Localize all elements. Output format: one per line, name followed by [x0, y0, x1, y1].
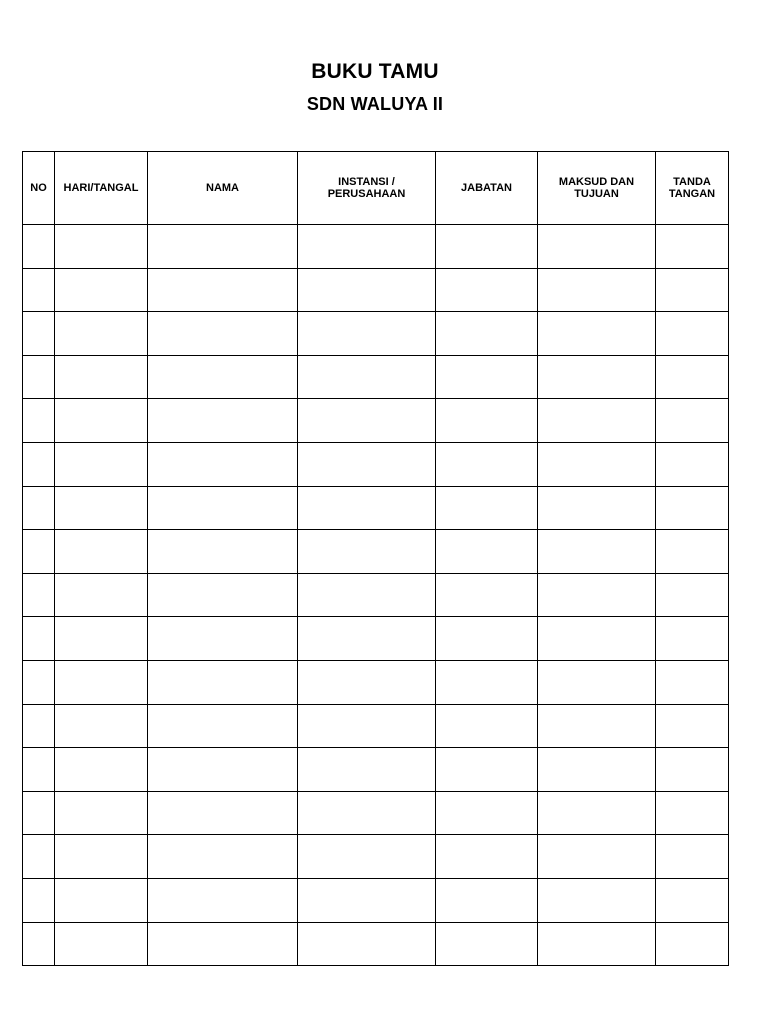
table-row [23, 268, 729, 312]
cell-jabatan [436, 530, 538, 574]
cell-jabatan [436, 617, 538, 661]
cell-nama [148, 355, 298, 399]
cell-nama [148, 399, 298, 443]
cell-no [23, 617, 55, 661]
cell-hari-tanggal [55, 748, 148, 792]
cell-no [23, 791, 55, 835]
cell-maksud-tujuan [538, 835, 656, 879]
cell-hari-tanggal [55, 617, 148, 661]
cell-maksud-tujuan [538, 225, 656, 269]
cell-jabatan [436, 835, 538, 879]
cell-nama [148, 442, 298, 486]
table-row [23, 748, 729, 792]
cell-jabatan [436, 268, 538, 312]
column-header-nama: NAMA [148, 152, 298, 225]
table-row [23, 660, 729, 704]
cell-instansi [298, 312, 436, 356]
table-row [23, 442, 729, 486]
cell-tanda-tangan [656, 878, 729, 922]
column-header-hari-tanggal: HARI/TANGAL [55, 152, 148, 225]
cell-nama [148, 835, 298, 879]
cell-jabatan [436, 748, 538, 792]
table-row [23, 573, 729, 617]
cell-tanda-tangan [656, 399, 729, 443]
cell-no [23, 835, 55, 879]
cell-hari-tanggal [55, 878, 148, 922]
cell-instansi [298, 878, 436, 922]
cell-maksud-tujuan [538, 878, 656, 922]
cell-hari-tanggal [55, 530, 148, 574]
cell-maksud-tujuan [538, 399, 656, 443]
cell-nama [148, 878, 298, 922]
cell-tanda-tangan [656, 704, 729, 748]
cell-instansi [298, 399, 436, 443]
cell-maksud-tujuan [538, 617, 656, 661]
cell-jabatan [436, 442, 538, 486]
cell-jabatan [436, 225, 538, 269]
cell-hari-tanggal [55, 835, 148, 879]
cell-jabatan [436, 704, 538, 748]
cell-no [23, 878, 55, 922]
cell-hari-tanggal [55, 660, 148, 704]
cell-maksud-tujuan [538, 486, 656, 530]
table-row [23, 355, 729, 399]
cell-tanda-tangan [656, 748, 729, 792]
cell-no [23, 704, 55, 748]
cell-maksud-tujuan [538, 922, 656, 966]
cell-maksud-tujuan [538, 268, 656, 312]
cell-jabatan [436, 312, 538, 356]
cell-jabatan [436, 878, 538, 922]
cell-tanda-tangan [656, 660, 729, 704]
cell-hari-tanggal [55, 268, 148, 312]
cell-tanda-tangan [656, 530, 729, 574]
cell-instansi [298, 704, 436, 748]
guest-book-table [22, 151, 729, 966]
cell-tanda-tangan [656, 922, 729, 966]
table-row [23, 835, 729, 879]
cell-hari-tanggal [55, 399, 148, 443]
cell-tanda-tangan [656, 486, 729, 530]
cell-no [23, 442, 55, 486]
cell-nama [148, 704, 298, 748]
cell-nama [148, 922, 298, 966]
table-row [23, 399, 729, 443]
cell-nama [148, 791, 298, 835]
cell-tanda-tangan [656, 573, 729, 617]
cell-maksud-tujuan [538, 660, 656, 704]
cell-no [23, 225, 55, 269]
table-body [23, 225, 729, 966]
cell-no [23, 573, 55, 617]
cell-tanda-tangan [656, 791, 729, 835]
cell-hari-tanggal [55, 791, 148, 835]
cell-instansi [298, 486, 436, 530]
table-row [23, 486, 729, 530]
cell-instansi [298, 225, 436, 269]
cell-jabatan [436, 573, 538, 617]
cell-maksud-tujuan [538, 312, 656, 356]
table-row [23, 312, 729, 356]
cell-jabatan [436, 486, 538, 530]
cell-no [23, 922, 55, 966]
cell-instansi [298, 922, 436, 966]
table-row [23, 878, 729, 922]
cell-tanda-tangan [656, 835, 729, 879]
cell-maksud-tujuan [538, 355, 656, 399]
cell-hari-tanggal [55, 312, 148, 356]
cell-no [23, 268, 55, 312]
cell-hari-tanggal [55, 922, 148, 966]
table-row [23, 225, 729, 269]
cell-tanda-tangan [656, 268, 729, 312]
cell-jabatan [436, 355, 538, 399]
cell-instansi [298, 573, 436, 617]
cell-jabatan [436, 660, 538, 704]
cell-no [23, 355, 55, 399]
cell-jabatan [436, 791, 538, 835]
cell-nama [148, 573, 298, 617]
cell-maksud-tujuan [538, 530, 656, 574]
page-subtitle: SDN WALUYA II [306, 94, 444, 114]
cell-tanda-tangan [656, 312, 729, 356]
cell-maksud-tujuan [538, 573, 656, 617]
cell-instansi [298, 748, 436, 792]
cell-nama [148, 268, 298, 312]
cell-hari-tanggal [55, 442, 148, 486]
cell-hari-tanggal [55, 225, 148, 269]
cell-tanda-tangan [656, 225, 729, 269]
cell-nama [148, 225, 298, 269]
table-row [23, 704, 729, 748]
cell-instansi [298, 530, 436, 574]
cell-instansi [298, 442, 436, 486]
cell-nama [148, 312, 298, 356]
cell-maksud-tujuan [538, 791, 656, 835]
cell-hari-tanggal [55, 486, 148, 530]
column-header-maksud-tujuan: MAKSUD DAN TUJUAN [538, 152, 656, 225]
column-header-no: NO [23, 152, 55, 225]
cell-hari-tanggal [55, 573, 148, 617]
cell-instansi [298, 268, 436, 312]
cell-tanda-tangan [656, 617, 729, 661]
table-row [23, 530, 729, 574]
cell-no [23, 530, 55, 574]
column-header-jabatan: JABATAN [436, 152, 538, 225]
column-header-tanda-tangan: TANDA TANGAN [656, 152, 729, 225]
cell-no [23, 486, 55, 530]
cell-nama [148, 748, 298, 792]
cell-nama [148, 530, 298, 574]
cell-nama [148, 660, 298, 704]
cell-maksud-tujuan [538, 748, 656, 792]
cell-hari-tanggal [55, 704, 148, 748]
cell-instansi [298, 355, 436, 399]
cell-instansi [298, 791, 436, 835]
cell-instansi [298, 617, 436, 661]
cell-tanda-tangan [656, 355, 729, 399]
table-row [23, 791, 729, 835]
cell-nama [148, 486, 298, 530]
cell-maksud-tujuan [538, 704, 656, 748]
table-row [23, 922, 729, 966]
cell-no [23, 399, 55, 443]
cell-instansi [298, 835, 436, 879]
table-row [23, 617, 729, 661]
cell-jabatan [436, 922, 538, 966]
cell-no [23, 748, 55, 792]
cell-no [23, 660, 55, 704]
page-title: BUKU TAMU [311, 60, 439, 83]
cell-maksud-tujuan [538, 442, 656, 486]
column-header-instansi: INSTANSI / PERUSAHAAN [298, 152, 436, 225]
cell-tanda-tangan [656, 442, 729, 486]
cell-instansi [298, 660, 436, 704]
cell-hari-tanggal [55, 355, 148, 399]
cell-jabatan [436, 399, 538, 443]
table-header-row [23, 152, 729, 225]
cell-no [23, 312, 55, 356]
cell-nama [148, 617, 298, 661]
